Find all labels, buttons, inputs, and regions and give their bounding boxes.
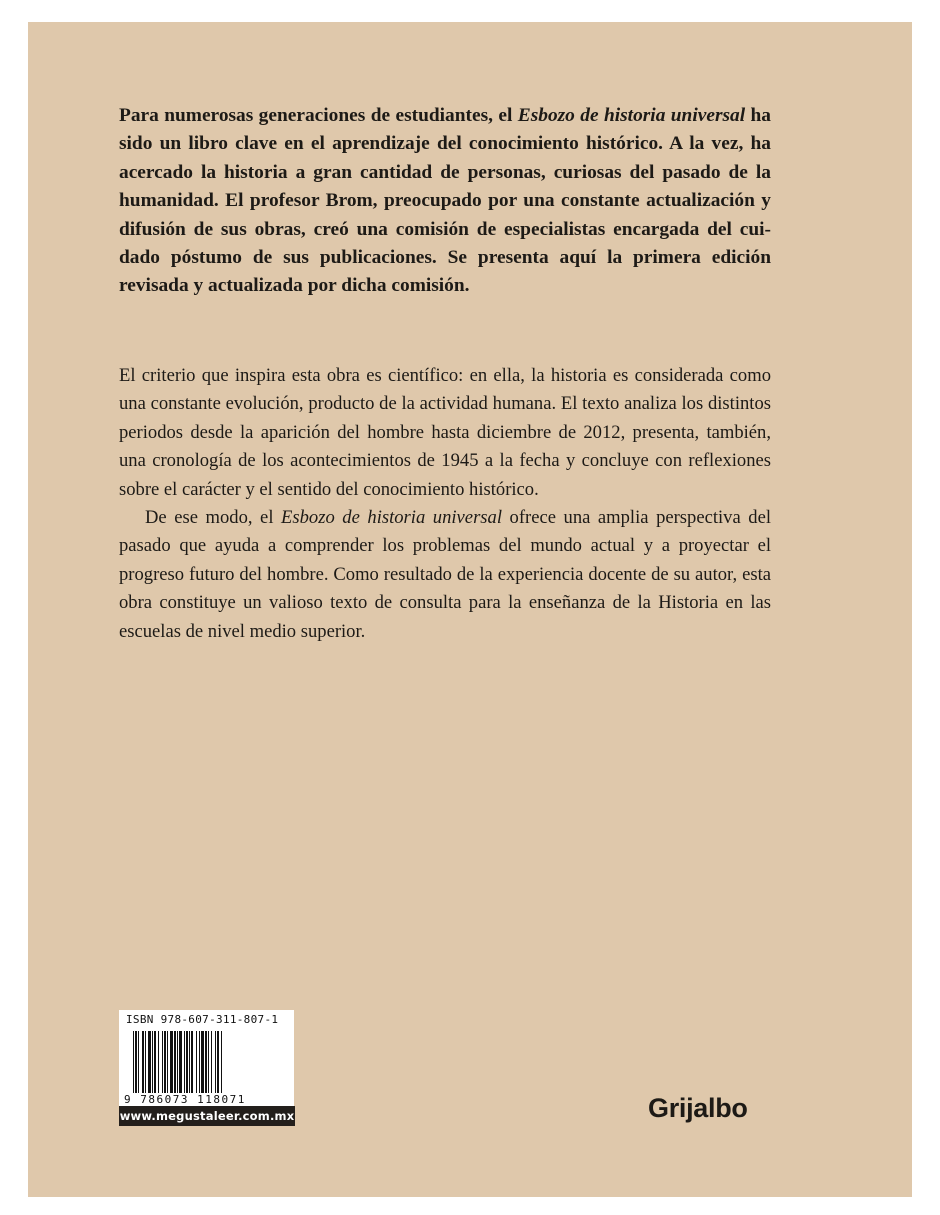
barcode-bar — [221, 1031, 222, 1093]
intro-paragraph — [119, 102, 771, 301]
barcode-bar — [167, 1031, 168, 1093]
barcode-bar — [208, 1031, 209, 1093]
barcode-bar — [179, 1031, 182, 1093]
barcode-bar — [154, 1031, 156, 1093]
barcode-bar — [184, 1031, 185, 1093]
description-block — [119, 362, 771, 646]
publisher-logo: Grijalbo — [648, 1093, 748, 1123]
barcode-bar — [133, 1031, 134, 1093]
barcode-bar — [145, 1031, 146, 1093]
barcode-bar — [164, 1031, 166, 1093]
barcode-bar — [177, 1031, 178, 1093]
para2-book-title: Esbozo de historia universal — [281, 507, 502, 529]
barcode-bar — [217, 1031, 219, 1093]
barcode-bar — [211, 1031, 212, 1093]
barcode-bar — [142, 1031, 144, 1093]
barcode-bar — [174, 1031, 176, 1093]
barcode-bar — [191, 1031, 193, 1093]
website-url: www.megustaleer.com.mx — [119, 1106, 295, 1126]
barcode-bar — [189, 1031, 190, 1093]
para2-text-end: ofrece una amplia perspectiva del pasado que ayuda a comprender los problemas del mundo actual y a proyectar el progreso futuro del hombre. Como resultado de la experiencia docente de su autor, esta obra constituye un valioso texto de consulta para la enseñanza de la Historia en las escuelas de nivel medio superior. — [119, 507, 771, 642]
barcode-bar — [199, 1031, 200, 1093]
barcode-bar — [162, 1031, 163, 1093]
description-paragraph-1: El criterio que inspira esta obra es científico: en ella, la historia es considerada como una constante evolución, producto de la actividad humana. El texto analiza los distintos periodos desde la aparición del hombre hasta diciembre de 2012, presenta, también, una cronología de los acontecimientos de 1945 a la fecha y concluye con reflexiones sobre el carácter y el sentido del conocimiento histórico. — [119, 365, 771, 500]
barcode-bar — [148, 1031, 151, 1093]
barcode-bar — [170, 1031, 173, 1093]
barcode-bar — [186, 1031, 188, 1093]
intro-text-end: ha sido un libro clave en el aprendizaje del conocimiento histórico. A la vez, ha acercado la historia a gran cantidad de personas, curiosas del pasado de la humanidad. El profesor Brom, preocupado por una constante actualización y difusión de sus obras, creó una comisión de especialistas encargada del cuidado póstumo de sus publicaciones. Se presenta aquí la primera edición revisada y actualizada por dicha comisión. — [119, 105, 771, 297]
barcode-bar — [205, 1031, 207, 1093]
intro-book-title: Esbozo de historia universal — [517, 105, 746, 126]
isbn-barcode — [119, 1010, 294, 1106]
barcode-bar — [152, 1031, 153, 1093]
barcode-bar — [135, 1031, 137, 1093]
barcode-bar — [138, 1031, 139, 1093]
barcode-bar — [158, 1031, 159, 1093]
barcode-bar — [196, 1031, 197, 1093]
barcode-digits: 9 786073 118071 — [124, 1093, 246, 1106]
intro-text-start: Para numerosas generaciones de estudiantes, el — [119, 105, 518, 126]
para2-text-start: De ese modo, el — [145, 507, 282, 529]
barcode-bar — [215, 1031, 216, 1093]
isbn-label: ISBN 978-607-311-807-1 — [126, 1013, 279, 1026]
barcode-bar — [201, 1031, 204, 1093]
description-paragraph-2 — [119, 504, 771, 646]
